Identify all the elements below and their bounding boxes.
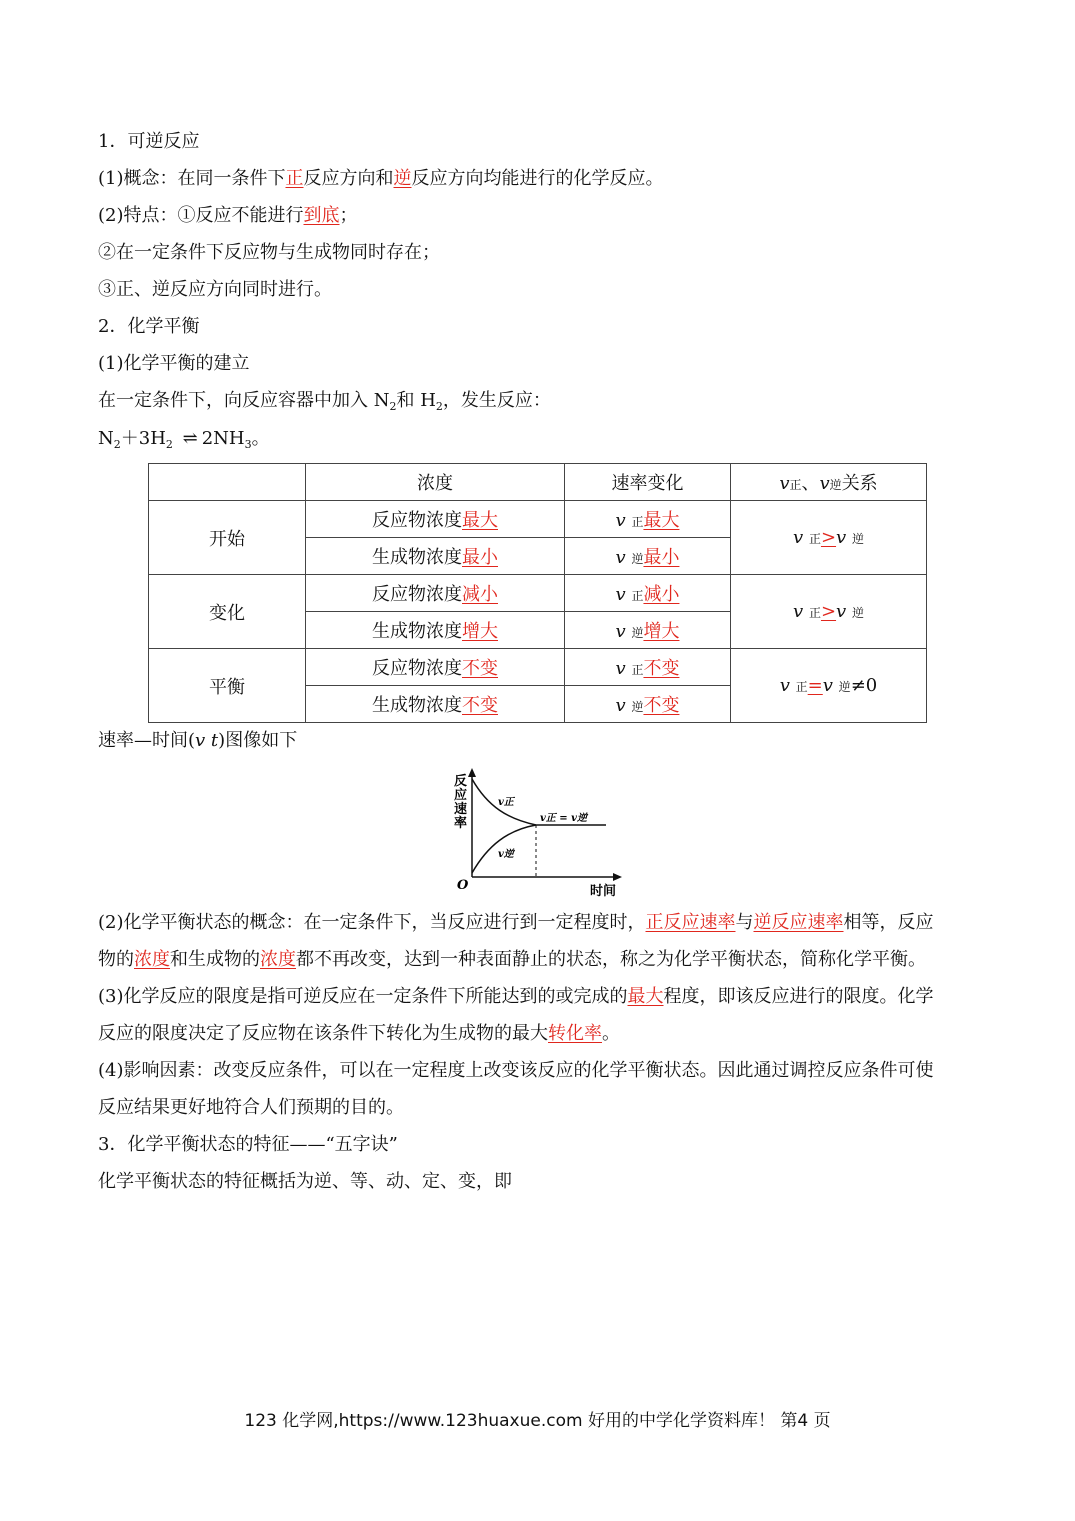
feature-line-3: ③正、逆反应方向同时进行。 (98, 279, 332, 300)
rate-cell: v 正不变 (565, 649, 731, 686)
section-heading-3: 3．化学平衡状态的特征——“五字诀” (98, 1134, 398, 1155)
relation-cell: v 正>v 逆 (731, 501, 927, 575)
rate-cell: v 正减小 (565, 575, 731, 612)
feature-line-2: ②在一定条件下反应物与生成物同时存在； (98, 242, 440, 263)
forward-rate-label: v正 (498, 797, 514, 808)
x-axis-label: 时间 (590, 884, 617, 899)
y-axis-label-4: 率 (454, 816, 468, 831)
concentration-cell: 生成物浓度增大 (306, 612, 565, 649)
origin-label: O (457, 878, 469, 893)
concentration-cell: 反应物浓度减小 (306, 575, 565, 612)
x-axis-arrow-icon (613, 873, 622, 881)
stage-cell: 变化 (149, 575, 306, 649)
table-row (149, 501, 927, 538)
rate-cell: v 正最大 (565, 501, 731, 538)
y-axis-label-3: 速 (454, 802, 468, 817)
concentration-cell: 反应物浓度不变 (306, 649, 565, 686)
section-heading-2: 2．化学平衡 (98, 316, 200, 337)
stage-cell: 开始 (149, 501, 306, 575)
rate-time-graph (448, 767, 628, 899)
rate-cell: v 逆最小 (565, 538, 731, 575)
y-axis-label-1: 反 (454, 774, 468, 789)
equilibrium-table (148, 463, 927, 723)
reverse-rate-label: v逆 (498, 849, 514, 860)
paragraph-3-line-2: 反应的限度决定了反应物在该条件下转化为生成物的最大转化率。 (98, 1023, 620, 1044)
section-3-line: 化学平衡状态的特征概括为逆、等、动、定、变，即 (98, 1171, 512, 1192)
header-relation: v正、v逆关系 (731, 464, 927, 501)
rate-cell: v 逆增大 (565, 612, 731, 649)
table-row (149, 649, 927, 686)
paragraph-2-line-2: 物的浓度和生成物的浓度都不再改变，达到一种表面静止的状态，称之为化学平衡状态，简称化学平衡。 (98, 949, 926, 970)
subheading: (1)化学平衡的建立 (98, 353, 250, 374)
paragraph-3-line-1: (3)化学反应的限度是指可逆反应在一定条件下所能达到的或完成的最大程度，即该反应进行的限度。化学 (98, 986, 934, 1007)
feature-line: (2)特点：①反应不能进行到底； (98, 205, 358, 226)
table-row (149, 575, 927, 612)
concept-line: (1)概念：在同一条件下正反应方向和逆反应方向均能进行的化学反应。 (98, 168, 664, 189)
y-axis-label-2: 应 (454, 788, 468, 803)
page-footer: 123 化学网,https://www.123huaxue.com 好用的中学化学资料库！ 第4 页 (244, 1411, 831, 1431)
header-concentration: 浓度 (306, 464, 565, 501)
header-rate-change: 速率变化 (565, 464, 731, 501)
intro-line: 在一定条件下，向反应容器中加入 $N_2$和 $H_2$，发生反应： (98, 390, 551, 413)
graph-caption: 速率—时间(v t)图像如下 (98, 730, 298, 751)
equal-rate-label: v正 = v逆 (540, 813, 587, 824)
rate-cell: v 逆不变 (565, 686, 731, 723)
concentration-cell: 反应物浓度最大 (306, 501, 565, 538)
concentration-cell: 生成物浓度不变 (306, 686, 565, 723)
section-heading: 1．可逆反应 (98, 131, 200, 152)
paragraph-4-line-1: (4)影响因素：改变反应条件，可以在一定程度上改变该反应的化学平衡状态。因此通过调控反应条件可使 (98, 1060, 934, 1081)
stage-cell: 平衡 (149, 649, 306, 723)
reversible-arrow-icon: ⇌ (182, 428, 198, 449)
table-header-row (149, 464, 927, 501)
header-empty (149, 464, 306, 501)
concentration-cell: 生成物浓度最小 (306, 538, 565, 575)
reaction-equation: $N_2+3H_2$ ⇌ $2NH_3$。 (98, 428, 270, 451)
relation-cell: v 正=v 逆≠0 (731, 649, 927, 723)
paragraph-2-line-1: (2)化学平衡状态的概念：在一定条件下，当反应进行到一定程度时，正反应速率与逆反应速率相等，反应 (98, 912, 934, 933)
relation-cell: v 正>v 逆 (731, 575, 927, 649)
y-axis-arrow-icon (468, 768, 476, 777)
paragraph-4-line-2: 反应结果更好地符合人们预期的目的。 (98, 1097, 404, 1118)
